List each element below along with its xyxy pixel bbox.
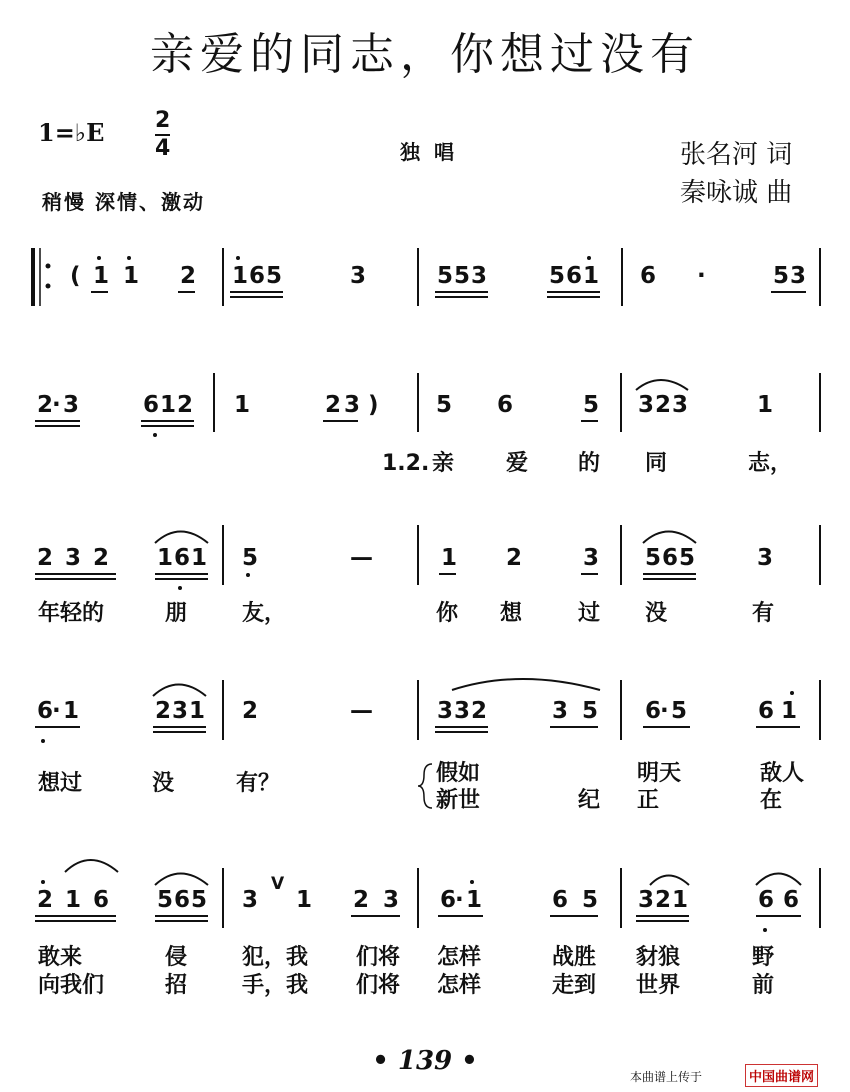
note: 3 [583, 545, 600, 571]
note: 6 [640, 263, 657, 289]
lyric: 战胜 [552, 945, 597, 970]
note: 5 [583, 392, 600, 418]
note: 6 [174, 545, 191, 571]
note: 3 [757, 545, 774, 571]
low-dot [246, 573, 250, 577]
lyric: 敌人 [760, 761, 805, 786]
note: 2 [242, 698, 259, 724]
note: 2 [37, 545, 54, 571]
lyricist-credit: 张名河 词 [680, 140, 793, 170]
note: 6 [440, 887, 457, 913]
note: 3 [242, 887, 259, 913]
slur [756, 874, 801, 886]
note: 2 [325, 392, 342, 418]
note: 6 [758, 698, 775, 724]
note: 6 [249, 263, 266, 289]
lyric: 世界 [636, 973, 681, 998]
page-number: • 139 • [372, 1046, 478, 1076]
song-title: 亲爱的同志，你想过没有 [150, 29, 700, 80]
note: 3 [638, 392, 655, 418]
score-row-4 [35, 679, 820, 813]
lyric: 野 [752, 945, 775, 970]
note: 6 [566, 263, 583, 289]
lyric: 在 [760, 788, 783, 813]
time-signature-top: 2 [155, 108, 170, 136]
lyric: 友， [242, 601, 287, 626]
lyric: 前 [752, 973, 775, 998]
slur [155, 874, 208, 886]
note: 2 [180, 263, 197, 289]
note: 1 [232, 263, 249, 289]
note: 6 [758, 887, 775, 913]
lyric: 想过 [38, 771, 83, 796]
lyric: 手，我 [242, 973, 309, 998]
score-row-3 [35, 525, 820, 626]
lyric: 怎样 [437, 945, 482, 970]
note: 3 [344, 392, 361, 418]
lyric: 纪 [578, 788, 601, 813]
verse-brace [418, 764, 432, 808]
note: 1 [672, 887, 689, 913]
note: 6 [497, 392, 514, 418]
lyric: 有？ [236, 771, 281, 796]
lyric: 们将 [356, 973, 401, 998]
high-dot [97, 256, 101, 260]
lyric: 过 [578, 601, 601, 626]
note: 1 [123, 263, 140, 289]
note: 5 [436, 392, 453, 418]
lyric: 假如 [436, 761, 481, 786]
key-signature: 1=♭E [38, 118, 105, 147]
note: 3 [638, 887, 655, 913]
note: 5 [437, 263, 454, 289]
low-dot [41, 739, 45, 743]
note: 1 [296, 887, 313, 913]
lyric: 有 [752, 601, 775, 626]
note: 1 [757, 392, 774, 418]
note: 5 [242, 545, 259, 571]
lyric: 走到 [552, 973, 597, 998]
high-dot [41, 880, 45, 884]
note: 6 [174, 887, 191, 913]
slur [155, 532, 208, 544]
lyric: 没 [645, 601, 668, 626]
note: 6 [552, 887, 569, 913]
note: 6 [93, 887, 110, 913]
note: 2 [655, 887, 672, 913]
note: 3 [454, 698, 471, 724]
note: 6 [662, 545, 679, 571]
lyric: 正 [637, 788, 660, 813]
lyric: 明天 [637, 761, 682, 786]
note: 2 [655, 392, 672, 418]
composer-credit: 秦咏诚 曲 [680, 178, 793, 208]
note: 5 [679, 545, 696, 571]
note: 1 [93, 263, 110, 289]
note: — [350, 698, 373, 724]
verse-marker: 1.2. [382, 451, 430, 476]
note: — [350, 545, 373, 571]
lyric: 怎样 [437, 973, 482, 998]
note: 3 [63, 392, 80, 418]
note: 1 [781, 698, 798, 724]
note: 2 [177, 392, 194, 418]
lyric: 亲 [432, 451, 455, 476]
lyric: 年轻的 [38, 601, 105, 626]
note: 5 [191, 887, 208, 913]
low-dot [763, 928, 767, 932]
note: 3 [383, 887, 400, 913]
low-dot [178, 586, 182, 590]
note: 3 [790, 263, 807, 289]
note: 5 [454, 263, 471, 289]
note: 3 [437, 698, 454, 724]
note: 1 [65, 887, 82, 913]
note: 6 [645, 698, 662, 724]
note: 1 [191, 545, 208, 571]
lyric: 同 [645, 451, 668, 476]
note: 6 [783, 887, 800, 913]
high-dot [236, 256, 240, 260]
high-dot [127, 256, 131, 260]
repeat-dot [46, 264, 51, 269]
lyric: 新世 [436, 788, 481, 813]
lyric: 你 [436, 601, 459, 626]
slur [636, 380, 688, 390]
lyric: 招 [165, 973, 188, 998]
note: 1 [583, 263, 600, 289]
note: 3 [350, 263, 367, 289]
slur [65, 860, 118, 872]
lyric: 志， [748, 451, 793, 476]
note: 5 [645, 545, 662, 571]
note: 3 [471, 263, 488, 289]
note: · [660, 698, 669, 724]
note: 5 [582, 698, 599, 724]
note: 5 [671, 698, 688, 724]
note: 1 [466, 887, 483, 913]
score-row-2 [35, 373, 820, 476]
repeat-dot [46, 284, 51, 289]
note: 2 [37, 392, 54, 418]
note: 2 [353, 887, 370, 913]
lyric: 没 [152, 771, 175, 796]
lyric: 犯，我 [242, 945, 309, 970]
site-logo[interactable]: 中国曲谱网 [745, 1064, 818, 1087]
note: 1 [234, 392, 251, 418]
note: 2 [93, 545, 110, 571]
lyric: 爱 [506, 451, 529, 476]
lyric: 的 [578, 451, 601, 476]
high-dot [587, 256, 591, 260]
note: 2 [506, 545, 523, 571]
lyric: 侵 [165, 945, 188, 970]
performance-style: 独唱 [400, 140, 468, 164]
paren-open: ( [70, 263, 81, 289]
lyric: 们将 [356, 945, 401, 970]
score-row-1 [33, 248, 820, 306]
note: 5 [549, 263, 566, 289]
note: ) [368, 392, 379, 418]
high-dot [790, 691, 794, 695]
tempo-marking: 稍慢 深情、激动 [42, 190, 205, 214]
note: 5 [266, 263, 283, 289]
note: 3 [172, 698, 189, 724]
note: · [52, 392, 61, 418]
note: 5 [157, 887, 174, 913]
lyric: 朋 [165, 601, 188, 626]
lyric: 向我们 [38, 973, 105, 998]
low-dot [153, 433, 157, 437]
score-row-5 [35, 860, 820, 998]
slur [452, 679, 600, 690]
slur [650, 876, 689, 886]
note: 1 [160, 392, 177, 418]
lyric: 敢来 [38, 945, 83, 970]
time-signature-bottom: 4 [155, 136, 171, 161]
lyric: 豺狼 [636, 945, 681, 970]
note: · [455, 887, 464, 913]
note: 2 [471, 698, 488, 724]
note: 5 [773, 263, 790, 289]
slur [643, 532, 696, 544]
note: · [52, 698, 61, 724]
note: · [697, 263, 706, 289]
note: 1 [189, 698, 206, 724]
note: 1 [63, 698, 80, 724]
note: 6 [143, 392, 160, 418]
note: 2 [37, 887, 54, 913]
note: 1 [157, 545, 174, 571]
note: 5 [582, 887, 599, 913]
slur [153, 685, 206, 697]
upload-note: 本曲谱上传于 [630, 1070, 703, 1084]
note: 1 [441, 545, 458, 571]
high-dot [470, 880, 474, 884]
note: 3 [65, 545, 82, 571]
note: 6 [37, 698, 54, 724]
breath-mark: V [271, 874, 285, 894]
note: 3 [552, 698, 569, 724]
note: 2 [155, 698, 172, 724]
note: 3 [672, 392, 689, 418]
lyric: 想 [500, 601, 523, 626]
